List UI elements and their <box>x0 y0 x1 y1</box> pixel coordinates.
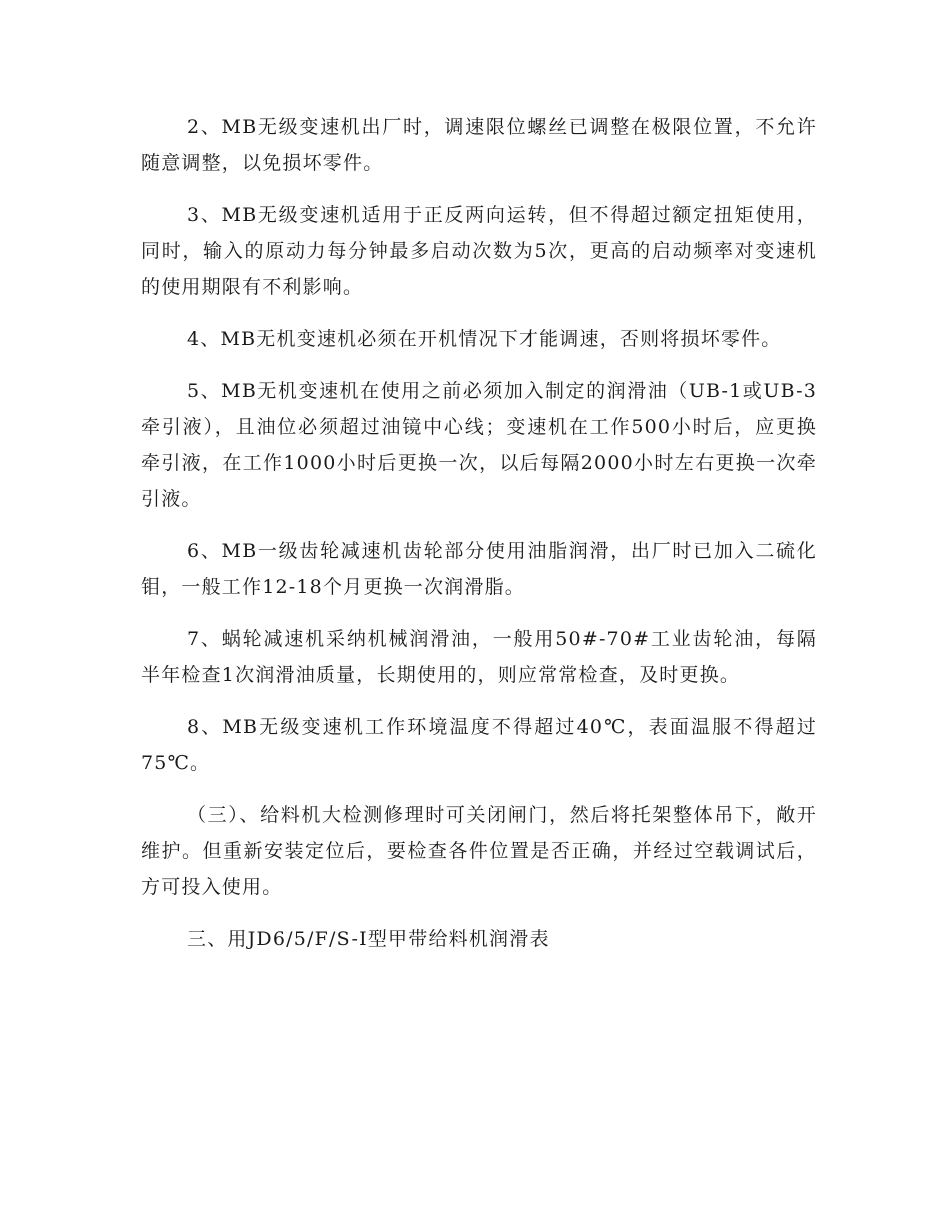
paragraph-item-6: 6、MB一级齿轮减速机齿轮部分使用油脂润滑，出厂时已加入二硫化钼，一般工作12-18个月更换一次润滑脂。 <box>141 540 817 598</box>
paragraph-item-7: 7、蜗轮减速机采纳机械润滑油，一般用50#-70#工业齿轮油，每隔半年检查1次润滑油质量，长期使用的，则应常常检查，及时更换。 <box>141 628 817 686</box>
paragraph-section-3: （三）、给料机大检测修理时可关闭闸门，然后将托架整体吊下，敞开维护。但重新安装定位后，要检查各件位置是否正确，并经过空载调试后，方可投入使用。 <box>141 804 817 898</box>
section-heading-lubrication-table: 三、用JD6/5/F/S-I型甲带给料机润滑表 <box>187 928 550 950</box>
paragraph-item-8: 8、MB无级变速机工作环境温度不得超过40℃，表面温服不得超过75℃。 <box>141 716 817 774</box>
paragraph-item-2: 2、MB无级变速机出厂时，调速限位螺丝已调整在极限位置，不允许随意调整，以免损坏零件。 <box>141 116 817 174</box>
paragraph-item-5: 5、MB无机变速机在使用之前必须加入制定的润滑油（UB-1或UB-3牵引液），且油位必须超过油镜中心线；变速机在工作500小时后，应更换牵引液，在工作1000小时后更换一次，以后每隔2000小时左右更换一次牵引液。 <box>141 380 817 510</box>
paragraph-item-3: 3、MB无级变速机适用于正反两向运转，但不得超过额定扭矩使用，同时，输入的原动力每分钟最多启动次数为5次，更高的启动频率对变速机的使用期限有不利影响。 <box>141 204 817 298</box>
document-body <box>141 109 817 957</box>
paragraph-item-4: 4、MB无机变速机必须在开机情况下才能调速，否则将损坏零件。 <box>187 328 782 350</box>
